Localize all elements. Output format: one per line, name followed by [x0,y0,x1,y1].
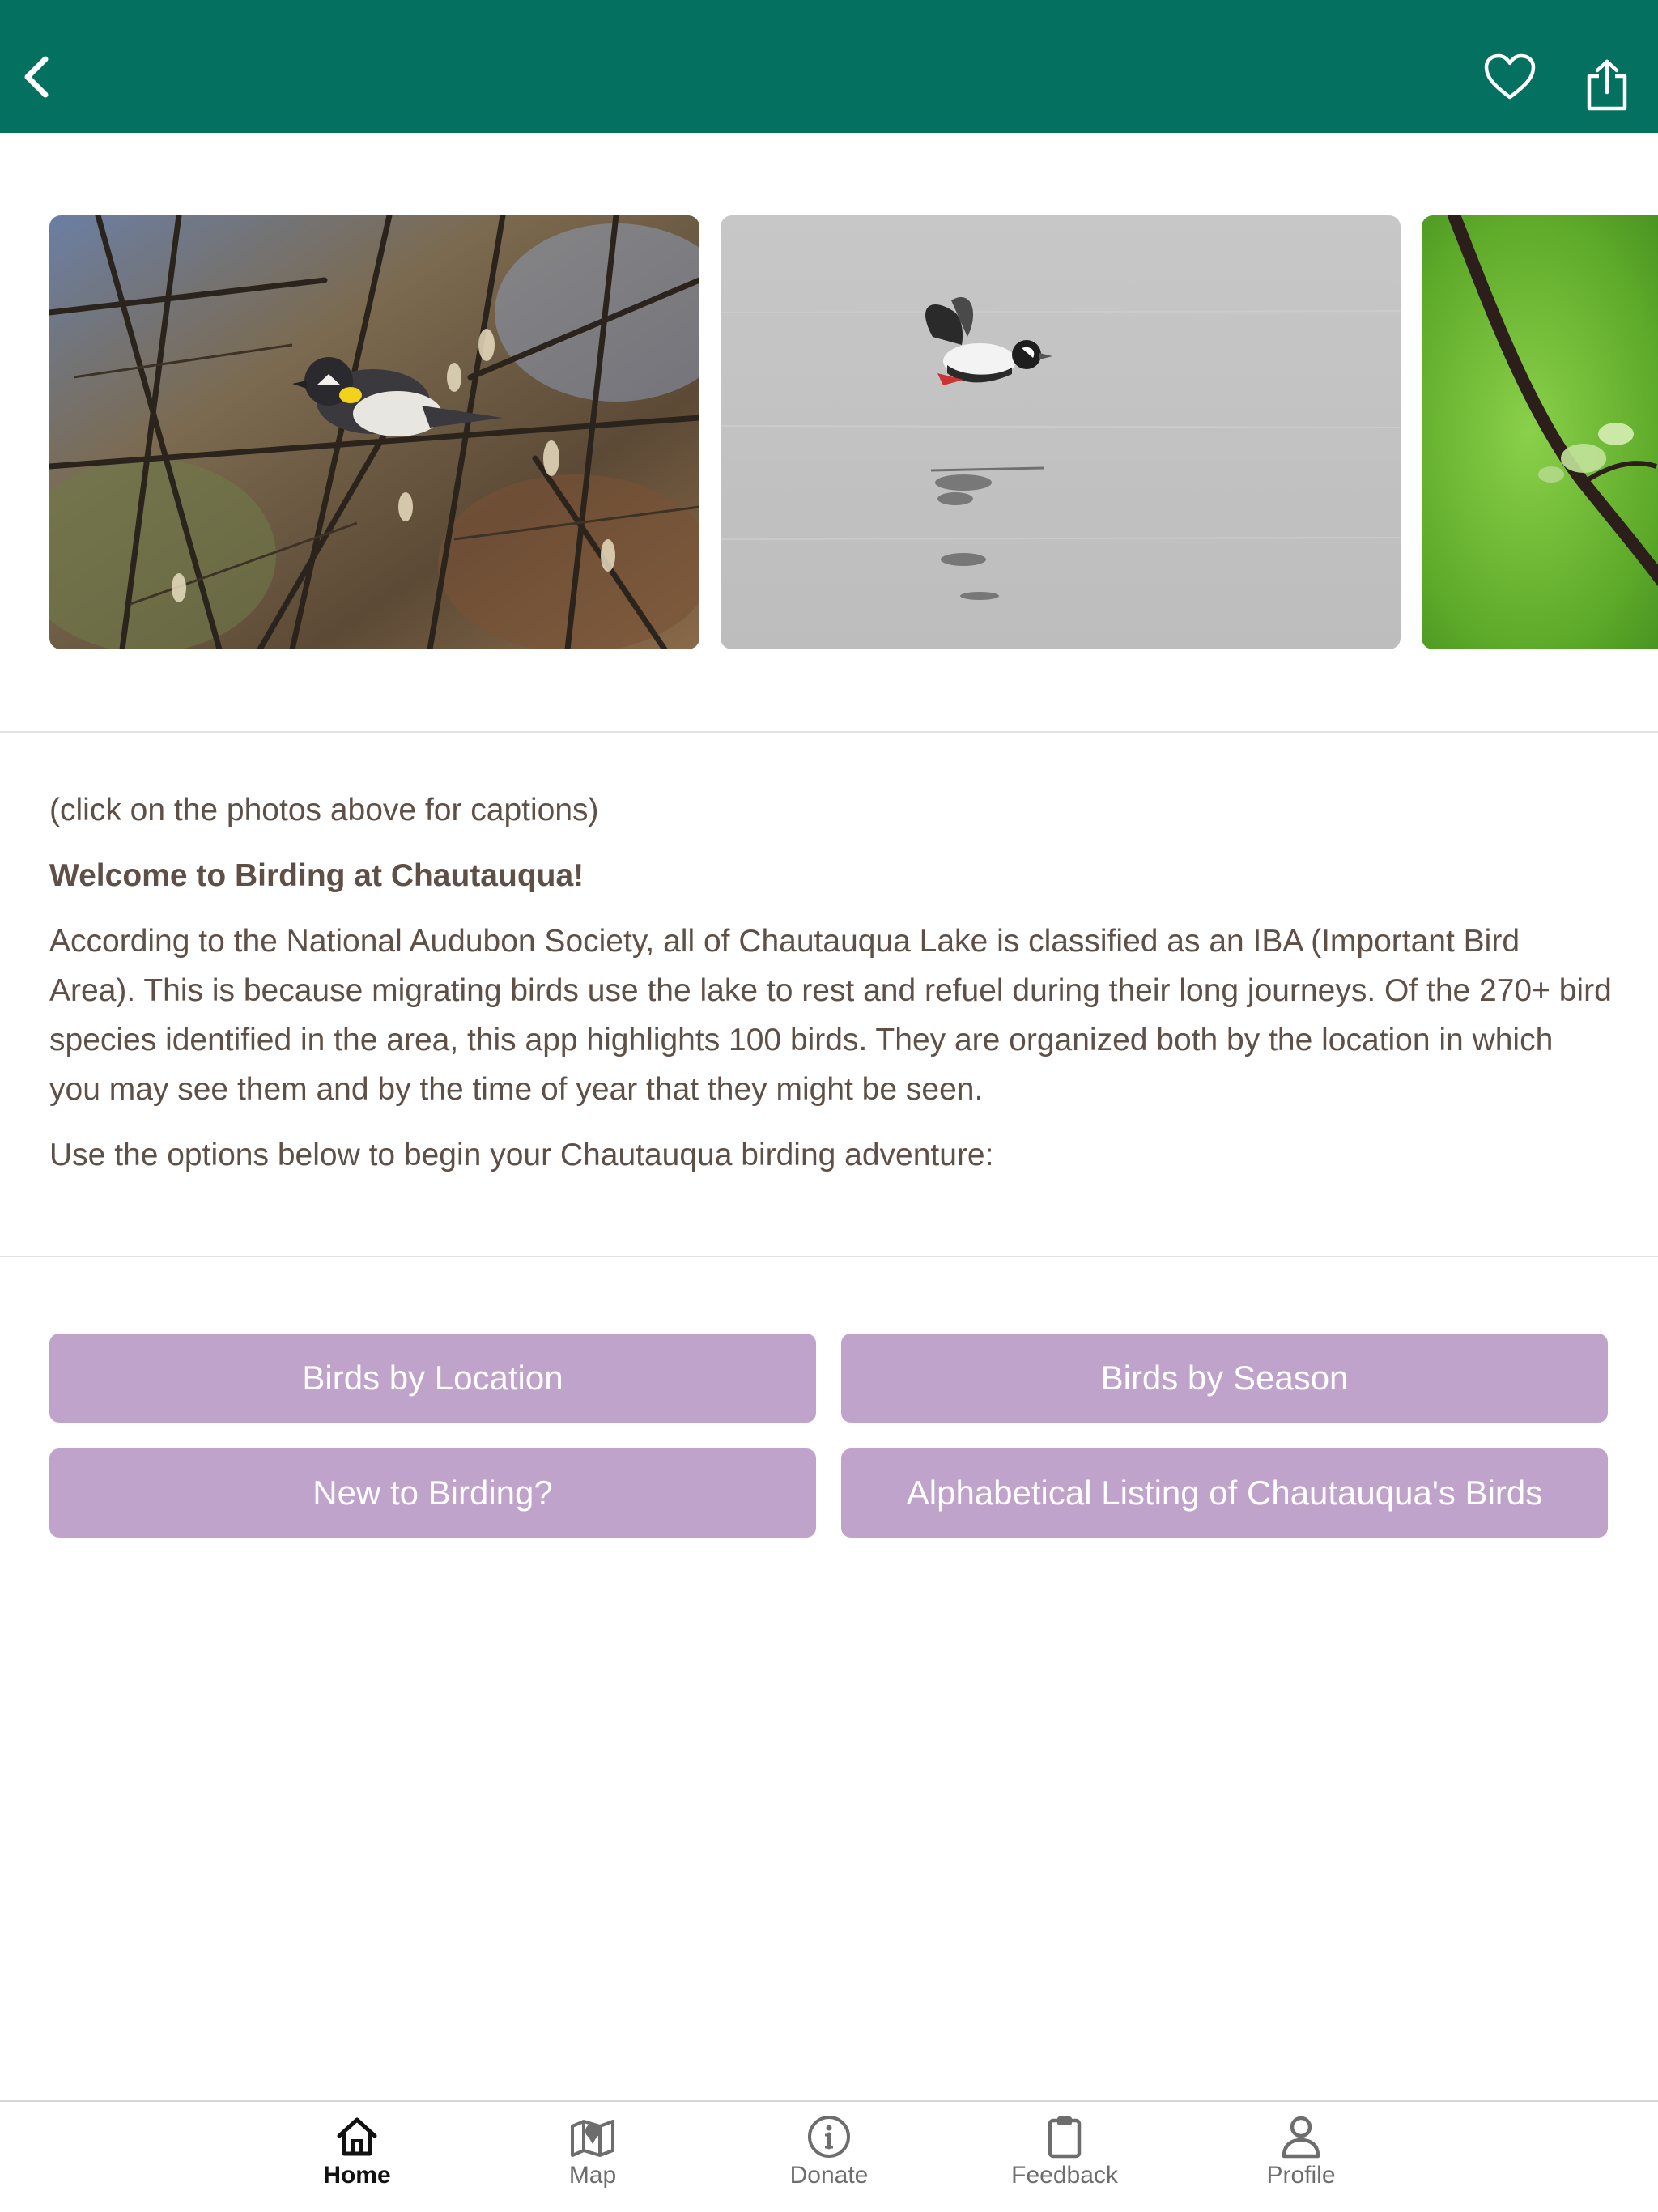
tab-map[interactable] [520,2113,665,2202]
welcome-heading: Welcome to Birding at Chautauqua! [49,858,585,893]
gallery-photo[interactable] [49,215,699,649]
tab-label: Profile [1266,2162,1336,2189]
warbler-photo [49,215,699,649]
bottom-tab-bar [0,2100,1658,2212]
favorite-button[interactable] [1482,49,1538,105]
home-icon [333,2113,381,2160]
gallery-photo[interactable] [1422,215,1658,649]
clipboard-icon [1040,2113,1089,2160]
tab-home[interactable] [284,2113,430,2202]
back-button[interactable] [10,49,66,105]
section-divider [0,731,1658,733]
heart-icon [1484,53,1536,100]
caption-hint: (click on the photos above for captions) [49,793,599,827]
alphabetical-listing-button[interactable]: Alphabetical Listing of Chautauqua's Birds [841,1448,1608,1538]
duck-photo [721,215,1401,649]
share-button[interactable] [1579,57,1635,113]
share-icon [1583,58,1631,112]
birds-by-season-button[interactable]: Birds by Season [841,1334,1608,1423]
tab-label: Home [323,2162,391,2189]
tab-donate[interactable] [756,2113,902,2202]
map-icon [568,2113,617,2160]
new-to-birding-button[interactable]: New to Birding? [49,1448,816,1538]
person-icon [1277,2113,1325,2160]
tab-feedback[interactable] [992,2113,1137,2202]
tab-profile[interactable] [1228,2113,1374,2202]
foliage-photo [1422,215,1658,649]
intro-paragraph: According to the National Audubon Society, all of Chautauqua Lake is classified as an IBA (Important Bird Area). This is because migrating birds use the lake to rest and refuel during their long journeys. Of the 270+ bird species identified in the area, this app highlights 100 birds. They are organized both by the location in which you may see them and by the time of year that they might be seen. [49,924,1612,1107]
gallery-photo[interactable] [721,215,1401,649]
intro-section [49,785,1612,1196]
photo-gallery[interactable] [0,133,1658,732]
tab-label: Donate [789,2162,869,2189]
info-icon [805,2113,853,2160]
tab-label: Map [568,2162,617,2189]
chevron-left-icon [18,53,58,101]
birds-by-location-button[interactable]: Birds by Location [49,1334,816,1423]
tab-label: Feedback [1011,2162,1118,2189]
options-prompt: Use the options below to begin your Chautauqua birding adventure: [49,1138,994,1172]
top-bar [0,0,1658,133]
section-divider [0,1256,1658,1257]
